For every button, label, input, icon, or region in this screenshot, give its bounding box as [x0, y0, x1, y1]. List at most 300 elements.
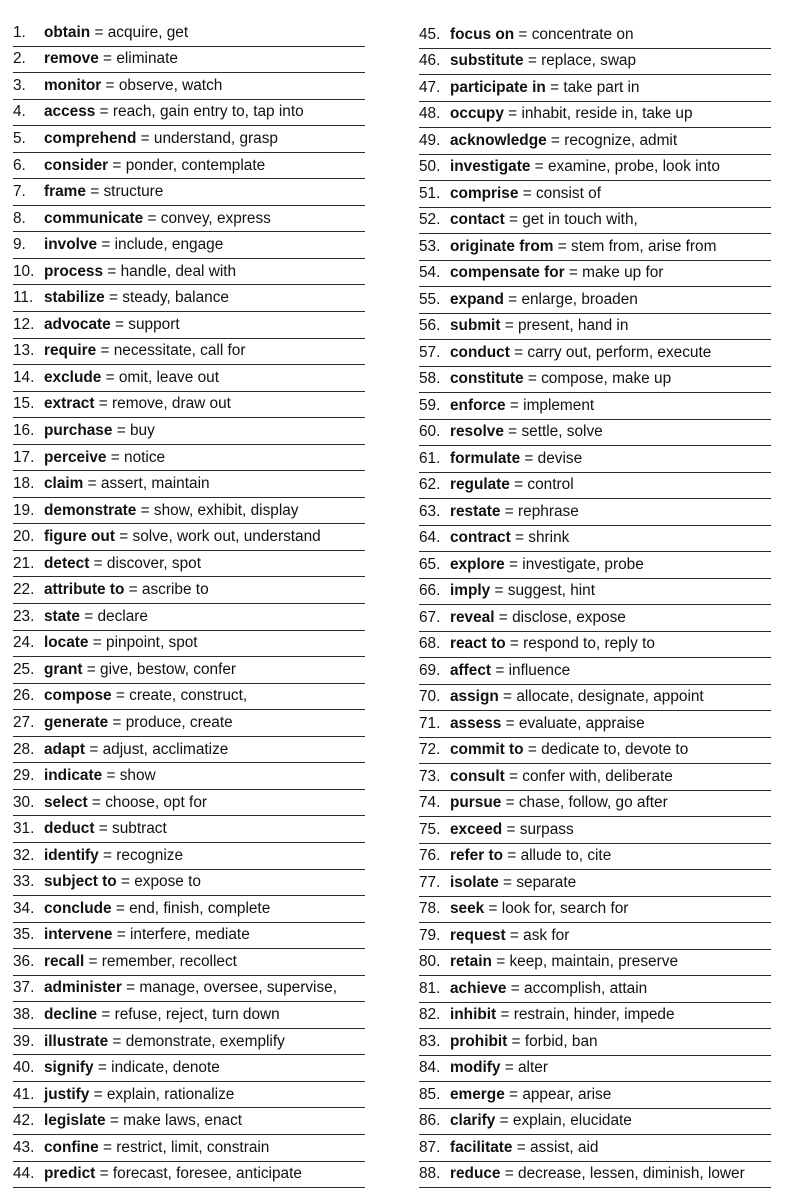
entry-separator: = [504, 211, 523, 229]
entry-number: 21. [13, 554, 35, 572]
entry-separator: = [484, 900, 502, 918]
entry-meaning: accomplish, attain [524, 979, 648, 997]
entry-number: 54. [419, 264, 441, 282]
entry-term: occupy [450, 105, 504, 123]
entry-number: 17. [13, 448, 35, 466]
entry-number: 15. [13, 395, 35, 413]
entry-number: 63. [419, 502, 441, 520]
entry-meaning: forecast, foresee, anticipate [112, 1165, 302, 1183]
entry-meaning: observe, watch [118, 76, 223, 94]
entry-separator: = [500, 1059, 518, 1077]
entry-meaning: restrain, hinder, impede [513, 1006, 675, 1024]
entry-term: conduct [450, 343, 510, 361]
entry-term: intervene [44, 926, 113, 944]
entry-separator: = [503, 847, 521, 865]
entry-term: request [450, 926, 506, 944]
vocab-row [419, 261, 771, 288]
vocab-row [419, 605, 771, 632]
entry-meaning: confer with, deliberate [522, 767, 673, 785]
entry-separator: = [87, 793, 106, 811]
vocab-row [419, 446, 771, 473]
entry-separator: = [545, 78, 564, 96]
entry-separator: = [112, 926, 130, 944]
entry-meaning: give, bestow, confer [100, 660, 237, 678]
entry-term: identify [44, 846, 99, 864]
entry-number: 24. [13, 634, 35, 652]
entry-number: 39. [13, 1032, 35, 1050]
vocab-row [13, 1135, 365, 1162]
vocab-row [419, 658, 771, 685]
entry-number: 18. [13, 475, 35, 493]
entry-number: 72. [419, 741, 441, 759]
entry-term: conclude [44, 899, 112, 917]
entry-separator: = [546, 131, 565, 149]
entry-number: 19. [13, 501, 35, 519]
entry-separator: = [124, 581, 142, 599]
entry-meaning: recognize [116, 846, 184, 864]
entry-number: 2. [13, 50, 26, 68]
entry-number: 69. [419, 661, 441, 679]
vocab-row [13, 126, 365, 153]
entry-number: 48. [419, 105, 441, 123]
entry-term: comprise [450, 184, 519, 202]
vocab-row [419, 75, 771, 102]
entry-separator: = [503, 290, 522, 308]
entry-separator: = [491, 661, 509, 679]
entry-number: 13. [13, 342, 35, 360]
vocab-row [13, 179, 365, 206]
entry-term: confine [44, 1138, 99, 1156]
vocab-row [419, 791, 771, 818]
vocab-row [419, 1082, 771, 1109]
entry-number: 38. [13, 1006, 35, 1023]
entry-separator: = [94, 395, 113, 413]
entry-meaning: disclose, expose [512, 608, 626, 626]
vocab-row [13, 1055, 365, 1082]
entry-separator: = [90, 23, 108, 41]
vocab-row [419, 499, 771, 526]
entry-number: 34. [13, 899, 35, 917]
entry-meaning: consist of [535, 184, 601, 202]
entry-meaning: explain, elucidate [512, 1112, 632, 1130]
vocab-row [419, 181, 771, 208]
entry-meaning: allude to, cite [520, 847, 612, 865]
entry-separator: = [503, 105, 522, 123]
entry-term: illustrate [44, 1032, 109, 1050]
vocab-row [13, 1002, 365, 1029]
entry-number: 75. [419, 820, 441, 838]
vocab-row [13, 816, 365, 843]
entry-term: detect [44, 554, 90, 572]
entry-meaning: recognize, admit [564, 131, 678, 149]
entry-meaning: stem from, arise from [571, 237, 717, 255]
entry-separator: = [510, 529, 529, 547]
entry-separator: = [514, 25, 532, 43]
vocab-row [419, 526, 771, 553]
vocab-row [419, 340, 771, 367]
entry-term: assess [450, 714, 502, 732]
entry-term: modify [450, 1059, 501, 1077]
entry-number: 59. [419, 396, 441, 414]
entry-separator: = [104, 289, 123, 307]
entry-separator: = [498, 688, 517, 706]
vocab-row [13, 763, 365, 790]
entry-term: acknowledge [450, 131, 547, 149]
vocab-row [13, 285, 365, 312]
entry-term: decline [44, 1006, 98, 1023]
vocab-row [13, 365, 365, 392]
entry-number: 73. [419, 767, 441, 785]
entry-separator: = [98, 1138, 117, 1156]
entry-number: 44. [13, 1165, 35, 1183]
vocab-row [419, 1003, 771, 1030]
entry-separator: = [106, 448, 125, 466]
entry-separator: = [121, 979, 140, 997]
entry-number: 43. [13, 1138, 35, 1156]
entry-number: 7. [13, 183, 26, 201]
entry-number: 22. [13, 581, 35, 599]
entry-term: obtain [44, 23, 91, 41]
entry-separator: = [512, 1138, 530, 1156]
entry-number: 65. [419, 555, 441, 573]
entry-number: 88. [419, 1165, 441, 1183]
entry-separator: = [101, 368, 119, 386]
entry-separator: = [98, 50, 117, 68]
vocab-row [13, 153, 365, 180]
entry-number: 1. [13, 23, 26, 41]
entry-term: pursue [450, 794, 502, 812]
entry-separator: = [88, 634, 107, 652]
entry-term: emerge [450, 1085, 505, 1103]
entry-meaning: indicate, denote [111, 1059, 220, 1077]
entry-term: subject to [44, 873, 117, 891]
entry-number: 52. [419, 211, 441, 229]
vocab-row [419, 923, 771, 950]
entry-meaning: show, exhibit, display [153, 501, 299, 519]
entry-number: 62. [419, 476, 441, 494]
entry-term: exceed [450, 820, 503, 838]
vocab-row [419, 393, 771, 420]
entry-separator: = [504, 1085, 523, 1103]
vocab-row [13, 1082, 365, 1109]
vocab-row [419, 764, 771, 791]
entry-meaning: support [128, 315, 180, 333]
entry-number: 84. [419, 1059, 441, 1077]
vocab-row [419, 976, 771, 1003]
entry-term: regulate [450, 476, 510, 494]
entry-meaning: take part in [563, 78, 640, 96]
entry-term: remove [44, 50, 99, 68]
entry-term: grant [44, 660, 83, 678]
entry-term: demonstrate [44, 501, 137, 519]
entry-term: advocate [44, 315, 111, 333]
vocab-row [419, 738, 771, 765]
entry-separator: = [494, 608, 513, 626]
entry-separator: = [498, 873, 517, 891]
entry-term: formulate [450, 449, 521, 467]
vocab-row [419, 870, 771, 897]
entry-separator: = [553, 237, 572, 255]
entry-meaning: steady, balance [122, 289, 229, 307]
entry-meaning: suggest, hint [507, 582, 596, 600]
entry-number: 55. [419, 290, 441, 308]
entry-term: justify [44, 1085, 90, 1103]
entry-meaning: concentrate on [531, 25, 634, 43]
vocab-row [419, 367, 771, 394]
entry-term: inhibit [450, 1006, 497, 1024]
entry-term: frame [44, 183, 86, 201]
entry-meaning: end, finish, complete [129, 899, 271, 917]
entry-term: explore [450, 555, 505, 573]
entry-number: 79. [419, 926, 441, 944]
entry-term: stabilize [44, 289, 105, 307]
entry-number: 80. [419, 953, 441, 971]
entry-separator: = [490, 582, 508, 600]
vocab-row [13, 843, 365, 870]
entry-meaning: respond to, reply to [523, 635, 655, 653]
entry-number: 45. [419, 25, 441, 43]
vocab-row [13, 710, 365, 737]
vocab-row [13, 631, 365, 658]
entry-meaning: create, construct, [129, 687, 248, 705]
entry-number: 42. [13, 1112, 35, 1130]
entry-separator: = [95, 103, 113, 121]
entry-number: 60. [419, 423, 441, 441]
entry-number: 47. [419, 78, 441, 96]
entry-number: 29. [13, 767, 35, 785]
entry-number: 78. [419, 900, 441, 918]
entry-term: affect [450, 661, 492, 679]
entry-meaning: show [119, 767, 156, 785]
entry-number: 14. [13, 368, 35, 386]
entry-number: 40. [13, 1059, 35, 1077]
entry-number: 68. [419, 635, 441, 653]
entry-number: 50. [419, 158, 441, 176]
entry-number: 51. [419, 184, 441, 202]
entry-meaning: implement [523, 396, 595, 414]
entry-term: achieve [450, 979, 507, 997]
entry-number: 83. [419, 1032, 441, 1050]
entry-meaning: investigate, probe [522, 555, 644, 573]
entry-separator: = [101, 76, 119, 94]
entry-separator: = [85, 183, 104, 201]
entry-separator: = [504, 555, 523, 573]
entry-separator: = [500, 1165, 519, 1183]
entry-meaning: inhabit, reside in, take up [521, 105, 693, 123]
entry-number: 5. [13, 129, 26, 147]
entry-number: 20. [13, 528, 35, 546]
entry-term: contract [450, 529, 511, 547]
entry-separator: = [507, 1032, 525, 1050]
vocab-row [419, 155, 771, 182]
vocab-row [13, 100, 365, 127]
entry-number: 36. [13, 952, 35, 970]
vocab-row [13, 73, 365, 100]
entry-meaning: notice [124, 448, 166, 466]
entry-term: comprehend [44, 129, 137, 147]
entry-meaning: eliminate [116, 50, 178, 68]
vocab-row [13, 577, 365, 604]
entry-meaning: surpass [519, 820, 574, 838]
entry-meaning: separate [516, 873, 577, 891]
entry-separator: = [491, 953, 510, 971]
entry-separator: = [98, 846, 117, 864]
entry-term: recall [44, 952, 85, 970]
entry-term: indicate [44, 767, 103, 785]
entry-term: expand [450, 290, 504, 308]
entry-meaning: chase, follow, go after [518, 794, 668, 812]
entry-meaning: discover, spot [106, 554, 201, 572]
entry-separator: = [500, 317, 518, 335]
vocab-row [419, 1056, 771, 1083]
entry-term: generate [44, 713, 109, 731]
entry-number: 23. [13, 607, 35, 625]
entry-meaning: produce, create [125, 713, 233, 731]
entry-separator: = [83, 475, 101, 493]
entry-number: 46. [419, 52, 441, 70]
vocab-row [13, 418, 365, 445]
entry-separator: = [111, 687, 130, 705]
vocab-row [419, 473, 771, 500]
vocab-row [13, 870, 365, 897]
entry-meaning: explain, rationalize [106, 1085, 235, 1103]
entry-number: 30. [13, 793, 35, 811]
entry-term: predict [44, 1165, 96, 1183]
vocab-row [13, 896, 365, 923]
entry-term: commit to [450, 741, 524, 759]
entry-separator: = [82, 660, 101, 678]
entry-meaning: ask for [523, 926, 570, 944]
entry-meaning: make up for [582, 264, 664, 282]
entry-term: originate from [450, 237, 554, 255]
entry-number: 64. [419, 529, 441, 547]
vocab-row [13, 551, 365, 578]
vocab-row [13, 47, 365, 74]
vocab-row [13, 232, 365, 259]
entry-term: extract [44, 395, 95, 413]
entry-separator: = [530, 158, 548, 176]
left-column [13, 20, 365, 1188]
entry-term: adapt [44, 740, 86, 758]
entry-meaning: acquire, get [107, 23, 189, 41]
entry-term: state [44, 607, 80, 625]
vocab-row [419, 950, 771, 977]
entry-separator: = [108, 156, 126, 174]
entry-separator: = [112, 421, 130, 439]
entry-separator: = [505, 396, 524, 414]
entry-number: 27. [13, 713, 35, 731]
vocab-row [419, 234, 771, 261]
vocab-row [13, 604, 365, 631]
entry-separator: = [114, 528, 133, 546]
entry-number: 25. [13, 660, 35, 678]
entry-term: monitor [44, 76, 102, 94]
entry-number: 31. [13, 820, 35, 838]
vocab-row [419, 1109, 771, 1136]
vocab-row [13, 20, 365, 47]
entry-meaning: ponder, contemplate [125, 156, 266, 174]
entry-term: signify [44, 1059, 94, 1077]
entry-meaning: refuse, reject, turn down [114, 1006, 280, 1023]
entry-separator: = [103, 262, 121, 280]
entry-number: 58. [419, 370, 441, 388]
entry-separator: = [520, 449, 538, 467]
entry-separator: = [506, 979, 525, 997]
entry-meaning: keep, maintain, preserve [509, 953, 678, 971]
entry-separator: = [518, 184, 536, 202]
entry-number: 12. [13, 315, 35, 333]
entry-meaning: structure [103, 183, 164, 201]
entry-separator: = [523, 741, 542, 759]
vocab-row [13, 471, 365, 498]
entry-separator: = [85, 740, 103, 758]
entry-term: claim [44, 475, 84, 493]
entry-separator: = [500, 502, 519, 520]
entry-separator: = [136, 501, 154, 519]
vocab-row [419, 552, 771, 579]
entry-term: assign [450, 688, 499, 706]
entry-meaning: influence [508, 661, 571, 679]
entry-meaning: necessitate, call for [113, 342, 246, 360]
entry-term: focus on [450, 25, 515, 43]
entry-number: 71. [419, 714, 441, 732]
vocab-row [419, 208, 771, 235]
vocab-row [419, 49, 771, 76]
entry-meaning: pinpoint, spot [106, 634, 198, 652]
entry-meaning: get in touch with, [522, 211, 638, 229]
entry-meaning: replace, swap [541, 52, 637, 70]
entry-number: 9. [13, 236, 26, 254]
vocab-row [13, 976, 365, 1003]
entry-separator: = [523, 52, 542, 70]
right-column [419, 22, 771, 1188]
entry-meaning: declare [97, 607, 148, 625]
vocab-row [419, 817, 771, 844]
entry-number: 82. [419, 1006, 441, 1024]
entry-number: 41. [13, 1085, 35, 1103]
entry-meaning: convey, express [160, 209, 271, 227]
vocab-row [13, 949, 365, 976]
entry-term: communicate [44, 209, 144, 227]
entry-separator: = [94, 820, 112, 838]
entry-meaning: understand, grasp [153, 129, 278, 147]
vocab-row [13, 392, 365, 419]
entry-meaning: assert, maintain [100, 475, 210, 493]
entry-meaning: examine, probe, look into [547, 158, 720, 176]
entry-meaning: ascribe to [141, 581, 209, 599]
entry-number: 11. [13, 289, 34, 307]
entry-meaning: appear, arise [522, 1085, 612, 1103]
entry-meaning: restrict, limit, constrain [116, 1138, 270, 1156]
entry-term: deduct [44, 820, 95, 838]
entry-number: 53. [419, 237, 441, 255]
entry-number: 28. [13, 740, 35, 758]
entry-term: retain [450, 953, 492, 971]
entry-term: refer to [450, 847, 504, 865]
entry-meaning: enlarge, broaden [521, 290, 638, 308]
entry-separator: = [502, 820, 520, 838]
entry-number: 81. [419, 979, 441, 997]
entry-term: participate in [450, 78, 546, 96]
entry-number: 16. [13, 421, 35, 439]
entry-term: resolve [450, 423, 504, 441]
vocab-row [13, 923, 365, 950]
entry-meaning: decrease, lessen, diminish, lower [518, 1165, 745, 1183]
entry-number: 87. [419, 1138, 441, 1156]
entry-term: enforce [450, 396, 506, 414]
entry-term: facilitate [450, 1138, 513, 1156]
entry-term: process [44, 262, 104, 280]
